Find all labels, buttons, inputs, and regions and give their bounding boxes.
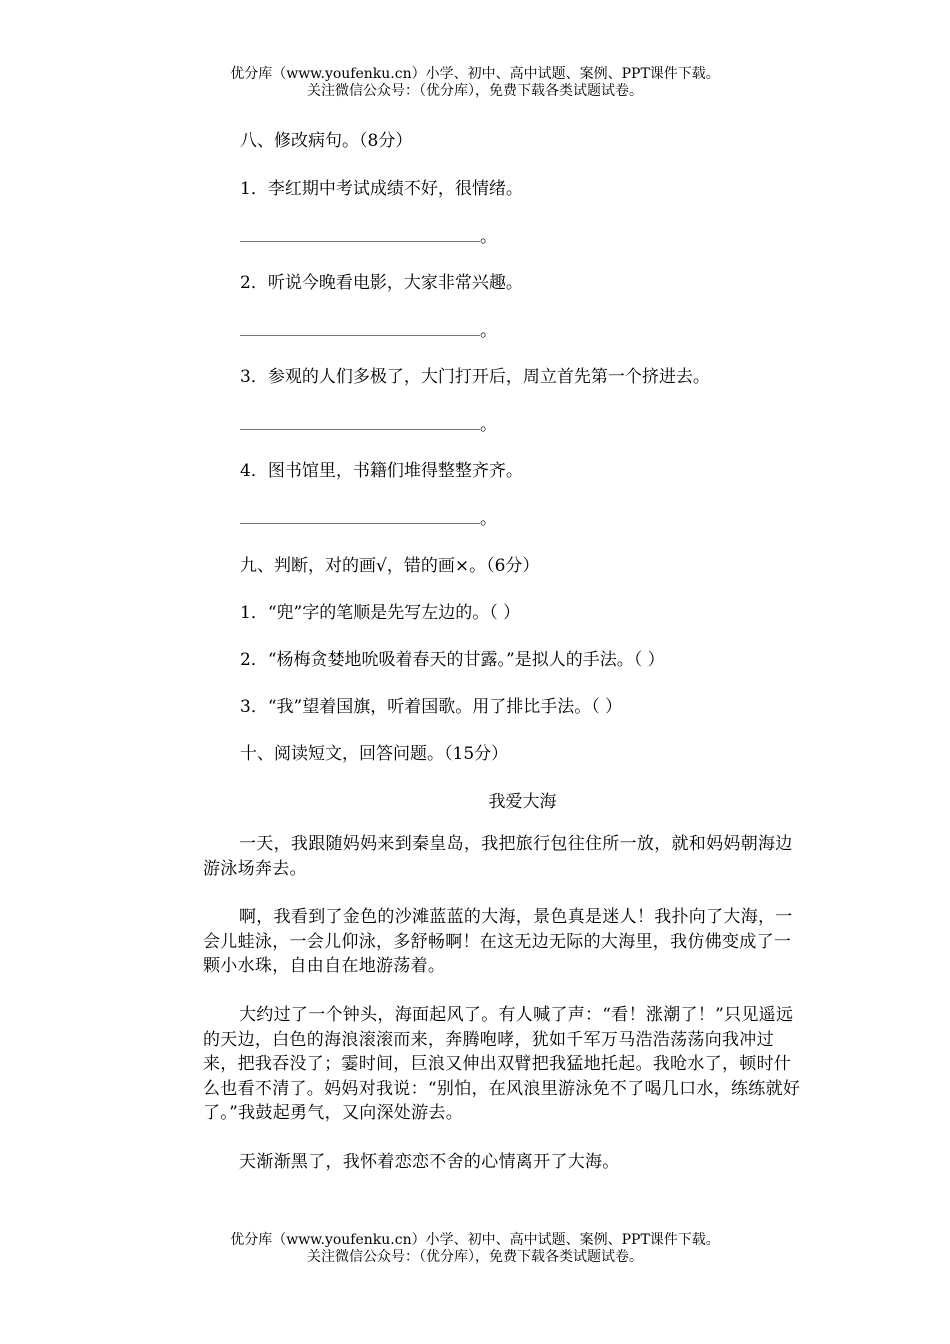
answer-line-8-2[interactable] bbox=[240, 316, 497, 341]
answer-end-mark: 。 bbox=[480, 227, 497, 247]
question-8-4: 4．图书馆里，书籍们堆得整整齐齐。 bbox=[240, 461, 523, 481]
passage-paragraph-1: 一天，我跟随妈妈来到秦皇岛，我把旅行包往住所一放，就和妈妈朝海边游泳场奔去。 bbox=[203, 834, 793, 879]
answer-line-8-3[interactable] bbox=[240, 410, 497, 435]
page-footer bbox=[0, 1232, 950, 1266]
passage-paragraph-4: 天渐渐黑了，我怀着恋恋不舍的心情离开了大海。 bbox=[239, 1152, 620, 1172]
answer-line-8-4[interactable] bbox=[240, 504, 497, 529]
section-9-title: 九、判断，对的画√，错的画×。（6分） bbox=[240, 556, 540, 576]
question-8-1: 1．李红期中考试成绩不好，很情绪。 bbox=[240, 179, 523, 199]
passage-title: 我爱大海 bbox=[488, 792, 557, 812]
passage-paragraph-2: 啊，我看到了金色的沙滩蓝蓝的大海，景色真是迷人！我扑向了大海，一会儿蛙泳，一会儿仰泳，多舒畅啊！在这无边无际的大海里，我仿佛变成了一颗小水珠，自由自在地游荡着。 bbox=[203, 907, 793, 976]
answer-end-mark: 。 bbox=[480, 321, 497, 341]
question-9-2: 2．“杨梅贪婪地吮吸着春天的甘露。”是拟人的手法。（ ） bbox=[240, 650, 665, 670]
section-8-title: 八、修改病句。（8分） bbox=[240, 131, 413, 151]
question-8-2: 2．听说今晚看电影，大家非常兴趣。 bbox=[240, 273, 523, 293]
question-8-3: 3．参观的人们多极了，大门打开后，周立首先第一个挤进去。 bbox=[240, 367, 710, 387]
answer-blank[interactable] bbox=[240, 415, 480, 430]
answer-blank[interactable] bbox=[240, 321, 480, 336]
footer-line-2: 关注微信公众号：（优分库），免费下载各类试题试卷。 bbox=[307, 1249, 643, 1265]
answer-blank[interactable] bbox=[240, 227, 480, 242]
question-9-3: 3．“我”望着国旗，听着国歌。用了排比手法。（ ） bbox=[240, 697, 623, 717]
page-header bbox=[0, 66, 950, 100]
answer-end-mark: 。 bbox=[480, 509, 497, 529]
passage-paragraph-3: 大约过了一个钟头，海面起风了。有人喊了声：“看！涨潮了！”只见遥远的天边，白色的海浪滚滚而来，奔腾咆哮，犹如千军万马浩浩荡荡向我冲过来，把我吞没了；霎时间，巨浪又伸出双臂把我猛地托起。我呛水了，顿时什么也看不清了。妈妈对我说：“别怕，在风浪里游泳免不了喝几口水，练练就好了。”我鼓起勇气，又向深处游去。 bbox=[203, 1005, 801, 1123]
answer-line-8-1[interactable] bbox=[240, 222, 497, 247]
answer-end-mark: 。 bbox=[480, 415, 497, 435]
section-10-title: 十、阅读短文，回答问题。（15分） bbox=[240, 744, 509, 764]
question-9-1: 1．“兜”字的笔顺是先写左边的。（ ） bbox=[240, 603, 521, 623]
answer-blank[interactable] bbox=[240, 509, 480, 524]
header-line-2: 关注微信公众号：（优分库），免费下载各类试题试卷。 bbox=[307, 83, 643, 99]
footer-line-1: 优分库（www.youfenku.cn）小学、初中、高中试题、案例、PPT课件下载。 bbox=[230, 1232, 720, 1248]
header-line-1: 优分库（www.youfenku.cn）小学、初中、高中试题、案例、PPT课件下载。 bbox=[230, 66, 720, 82]
